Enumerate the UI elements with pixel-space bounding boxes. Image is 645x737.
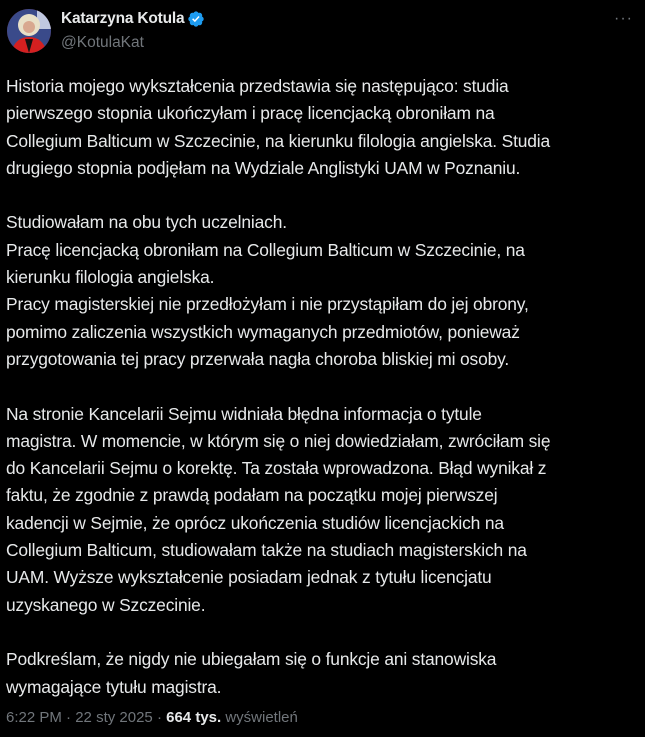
text-line: kierunku filologia angielska.: [6, 267, 215, 288]
text-line: magistra. W momencie, w którym się o niej dowiedziałam, zwróciłam się: [6, 430, 551, 451]
paragraph-4: [6, 646, 641, 701]
text-line: Historia mojego wykształcenia przedstawia się następująco: studia: [6, 76, 509, 96]
text-line: Collegium Balticum w Szczecinie, na kierunku filologia angielska. Studia: [6, 130, 551, 151]
tweet-meta: [6, 709, 298, 726]
tweet-text: [6, 73, 641, 728]
more-options-icon[interactable]: ···: [614, 10, 633, 27]
text-line: Studiowałam na obu tych uczelniach.: [6, 212, 287, 233]
views-label: wyświetleń: [225, 709, 298, 726]
text-line: UAM. Wyższe wykształcenie posiadam jednak z tytułu licencjatu: [6, 567, 492, 588]
text-line: pomimo zaliczenia wszystkich wymaganych przedmiotów, ponieważ: [6, 321, 520, 342]
text-line: uzyskanego w Szczecinie.: [6, 594, 206, 615]
text-line: faktu, że zgodnie z prawdą podałam na początku mojej pierwszej: [6, 485, 498, 506]
text-line: wymagające tytułu magistra.: [6, 676, 222, 697]
text-line: Na stronie Kancelarii Sejmu widniała błędna informacja o tytule: [6, 403, 482, 424]
paragraph-2: [6, 209, 641, 373]
text-line: pierwszego stopnia ukończyłam i pracę licencjacką obroniłam na: [6, 103, 495, 124]
text-line: do Kancelarii Sejmu o korektę. Ta została wprowadzona. Błąd wynikał z: [6, 458, 547, 479]
separator: ·: [152, 709, 167, 726]
paragraph-3: [6, 401, 641, 619]
author-handle[interactable]: @KotulaKat: [61, 34, 144, 51]
post-time[interactable]: 6:22 PM: [6, 709, 62, 726]
tweet-header: [0, 0, 645, 60]
text-line: przygotowania tej pracy przerwała nagła choroba bliskiej mi osoby.: [6, 348, 510, 369]
text-line: drugiego stopnia podjęłam na Wydziale Anglistyki UAM w Poznaniu.: [6, 157, 521, 178]
text-line: Collegium Balticum, studiowałam także na studiach magisterskich na: [6, 540, 527, 561]
paragraph-1: [6, 73, 641, 182]
post-date[interactable]: 22 sty 2025: [75, 709, 153, 726]
avatar-image: [7, 9, 51, 53]
author-name-row[interactable]: [61, 10, 205, 28]
text-line: kadencji w Sejmie, że oprócz ukończenia studiów licencjackich na: [6, 512, 504, 533]
separator: ·: [61, 709, 76, 726]
verified-badge-icon: [187, 10, 205, 28]
author-name[interactable]: Katarzyna Kotula: [61, 10, 185, 27]
views-count: 664 tys.: [166, 709, 222, 726]
text-line: Podkreślam, że nigdy nie ubiegałam się o funkcje ani stanowiska: [6, 649, 497, 670]
avatar[interactable]: [7, 9, 51, 53]
text-line: Pracy magisterskiej nie przedłożyłam i nie przystąpiłam do jej obrony,: [6, 294, 529, 315]
text-line: Pracę licencjacką obroniłam na Collegium Balticum w Szczecinie, na: [6, 239, 525, 260]
